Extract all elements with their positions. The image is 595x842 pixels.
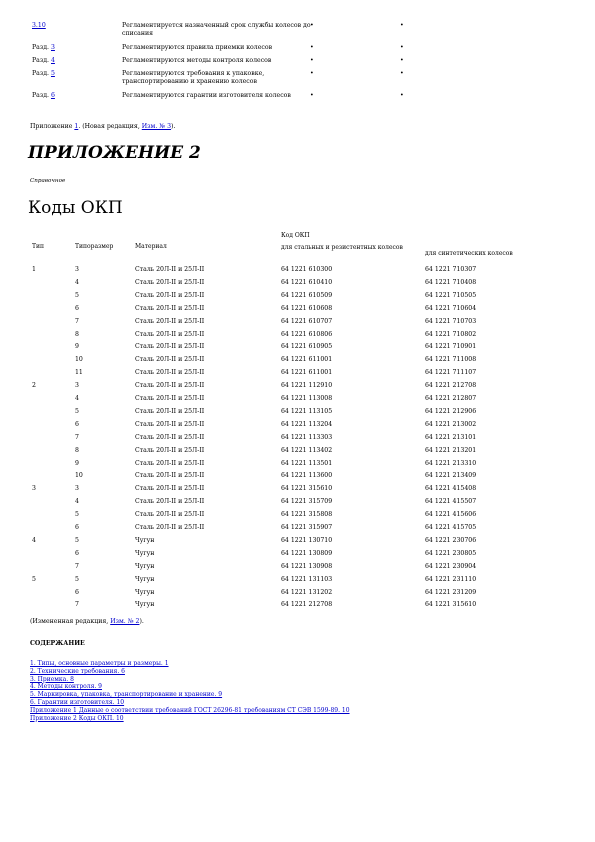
cell-size: 10: [75, 356, 83, 364]
cell-material: Чугун: [135, 601, 155, 609]
cell-size: 11: [75, 369, 83, 377]
cell-code-synthetic: 64 1221 710604: [425, 304, 477, 312]
cell-material: Сталь 20Л-II и 25Л-II: [135, 356, 205, 364]
amendment-note-2: (Измененная редакция, Изм. № 2).: [30, 618, 144, 625]
cell-code-synthetic: 64 1221 230805: [425, 549, 477, 557]
cell-code-steel: 64 1221 113303: [281, 433, 333, 441]
cell-material: Сталь 20Л-II и 25Л-II: [135, 266, 205, 273]
table-row: [0, 563, 595, 576]
bullet: •: [400, 57, 404, 64]
cell-material: Чугун: [135, 588, 155, 596]
table-row: [0, 447, 595, 460]
cell-code-steel: 64 1221 113008: [281, 395, 333, 402]
cell-code-synthetic: 64 1221 415507: [425, 498, 477, 506]
table-row: [0, 305, 595, 318]
cell-size: 5: [75, 407, 79, 415]
cell-code-synthetic: 64 1221 710307: [425, 266, 477, 273]
cell-code-synthetic: 64 1221 710802: [425, 330, 477, 338]
amendment-link[interactable]: Изм. № 2: [110, 618, 140, 625]
cell-code-steel: 64 1221 131103: [281, 575, 333, 583]
cell-size: 7: [75, 317, 79, 325]
table-row: [0, 524, 595, 537]
cell-material: Сталь 20Л-II и 25Л-II: [135, 524, 205, 531]
cell-material: Сталь 20Л-II и 25Л-II: [135, 317, 205, 325]
toc-item[interactable]: 1. Типы, основные параметры и размеры. 1: [30, 660, 169, 667]
table-row: [0, 318, 595, 331]
cell-code-steel: 64 1221 112910: [281, 382, 333, 390]
cell-code-synthetic: 64 1221 711107: [425, 369, 477, 377]
cell-code-steel: 64 1221 610806: [281, 330, 333, 338]
cell-code-synthetic: 64 1221 415705: [425, 524, 477, 531]
cell-size: 6: [75, 304, 79, 312]
bullet: •: [400, 92, 404, 99]
row-text: Регламентируется назначенный срок службы колесов до списания: [122, 22, 311, 37]
cell-code-steel: 64 1221 113501: [281, 459, 333, 467]
table-row: [0, 498, 595, 511]
col-header-k2: для синтетических колесов: [425, 250, 513, 257]
cell-size: 7: [75, 433, 79, 441]
codes-heading: Коды ОКП: [28, 198, 123, 218]
cell-code-synthetic: 64 1221 212708: [425, 382, 477, 390]
cell-code-synthetic: 64 1221 711008: [425, 356, 477, 364]
toc-item[interactable]: 5. Маркировка, упаковка, транспортирование и хранение. 9: [30, 691, 223, 699]
cell-size: 3: [75, 485, 79, 493]
toc-item[interactable]: 3. Приемка. 8: [30, 675, 74, 683]
cell-size: 9: [75, 459, 79, 467]
cell-size: 10: [75, 472, 83, 480]
cell-code-synthetic: 64 1221 710408: [425, 278, 477, 286]
table-row: [0, 589, 595, 602]
table-row: [0, 356, 595, 369]
cell-size: 6: [75, 588, 79, 596]
cell-size: 8: [75, 330, 79, 338]
table-row: [0, 511, 595, 524]
row-text: Регламентируются правила приемки колесов: [122, 44, 273, 51]
cell-code-steel: 64 1221 113600: [281, 472, 333, 480]
section-link[interactable]: 3: [50, 44, 55, 51]
cell-material: Сталь 20Л-II и 25Л-II: [135, 446, 205, 454]
cell-material: Сталь 20Л-II и 25Л-II: [135, 459, 205, 467]
cell-size: 5: [75, 536, 79, 544]
cell-size: 4: [75, 278, 79, 286]
table-row: [0, 421, 595, 434]
bullet: •: [310, 44, 314, 51]
cell-material: Сталь 20Л-II и 25Л-II: [135, 382, 205, 390]
cell-material: Сталь 20Л-II и 25Л-II: [135, 433, 205, 441]
cell-material: Сталь 20Л-II и 25Л-II: [135, 291, 205, 299]
table-row: [0, 292, 595, 305]
table-row: [0, 434, 595, 447]
cell-code-synthetic: 64 1221 710703: [425, 317, 477, 325]
cell-code-synthetic: 64 1221 213409: [425, 472, 477, 480]
cell-code-synthetic: 64 1221 213201: [425, 446, 477, 454]
section-link[interactable]: 3.10: [32, 22, 46, 29]
table-row: [0, 382, 595, 395]
appendix-reference: Справочное: [30, 178, 66, 184]
cell-code-steel: 64 1221 113402: [281, 446, 333, 454]
cell-size: 3: [75, 382, 79, 390]
cell-code-synthetic: 64 1221 212906: [425, 407, 477, 415]
section-prefix: Разд.: [32, 70, 51, 77]
cell-code-synthetic: 64 1221 213002: [425, 420, 477, 428]
cell-code-steel: 64 1221 113105: [281, 407, 333, 415]
cell-size: 6: [75, 524, 79, 531]
section-prefix: Разд.: [32, 44, 51, 51]
cell-material: Сталь 20Л-II и 25Л-II: [135, 485, 205, 493]
cell-code-synthetic: 64 1221 230904: [425, 562, 477, 570]
bullet: •: [310, 70, 314, 77]
amendment-note: Приложение 1. (Новая редакция, Изм. № 3).: [30, 123, 176, 130]
cell-code-steel: 64 1221 610509: [281, 291, 333, 299]
cell-code-synthetic: 64 1221 212807: [425, 395, 477, 402]
col-header-size: Типоразмер: [75, 243, 114, 250]
row-text: Регламентируются гарантии изготовителя колесов: [122, 92, 291, 99]
table-row: [0, 408, 595, 421]
cell-material: Сталь 20Л-II и 25Л-II: [135, 343, 205, 351]
cell-code-steel: 64 1221 610300: [281, 266, 333, 273]
cell-size: 8: [75, 446, 79, 454]
cell-code-synthetic: 64 1221 415408: [425, 485, 477, 493]
section-link[interactable]: 5: [50, 70, 55, 77]
cell-code-synthetic: 64 1221 231110: [425, 575, 477, 583]
cell-size: 6: [75, 420, 79, 428]
section-prefix: Разд.: [32, 92, 51, 99]
section-link[interactable]: 6: [50, 92, 55, 99]
cell-size: 7: [75, 562, 79, 570]
appendix-heading: ПРИЛОЖЕНИЕ 2: [28, 143, 201, 163]
table-row: [0, 485, 595, 498]
toc-item[interactable]: 6. Гарантии изготовителя. 10: [30, 698, 125, 706]
cell-size: 6: [75, 549, 79, 557]
cell-code-steel: 64 1221 315808: [281, 511, 333, 519]
cell-material: Сталь 20Л-II и 25Л-II: [135, 511, 205, 519]
row-text: Регламентируются методы контроля колесов: [122, 57, 272, 64]
cell-type: 4: [32, 536, 36, 544]
toc-item[interactable]: Приложение 2 Коды ОКП. 10: [30, 714, 124, 722]
table-row: [0, 472, 595, 485]
cell-type: 3: [32, 485, 36, 493]
cell-code-steel: 64 1221 611001: [281, 356, 333, 364]
cell-code-steel: 64 1221 315709: [281, 498, 333, 506]
cell-type: 1: [32, 266, 36, 273]
col-header-k1: для стальных и резистентных колесов: [281, 244, 403, 251]
cell-type: 5: [32, 575, 36, 583]
cell-size: 9: [75, 343, 79, 351]
cell-code-synthetic: 64 1221 415606: [425, 511, 477, 519]
table-row: [0, 395, 595, 408]
bullet: •: [310, 92, 314, 99]
cell-code-steel: 64 1221 610608: [281, 304, 333, 312]
cell-material: Сталь 20Л-II и 25Л-II: [135, 395, 205, 402]
cell-code-steel: 64 1221 610707: [281, 317, 333, 325]
cell-type: 2: [32, 382, 36, 390]
cell-code-synthetic: 64 1221 213101: [425, 433, 477, 441]
cell-size: 5: [75, 291, 79, 299]
cell-code-synthetic: 64 1221 231209: [425, 588, 477, 596]
amendment-link[interactable]: Изм. № 3: [141, 123, 172, 130]
appendix-link[interactable]: 1: [74, 123, 79, 130]
cell-size: 5: [75, 511, 79, 519]
col-header-okp: Код ОКП: [281, 232, 310, 239]
table-row: [0, 550, 595, 563]
cell-material: Сталь 20Л-II и 25Л-II: [135, 420, 205, 428]
toc-title: СОДЕРЖАНИЕ: [30, 640, 85, 647]
cell-code-synthetic: 64 1221 710901: [425, 343, 477, 351]
cell-code-steel: 64 1221 610905: [281, 343, 333, 351]
cell-material: Сталь 20Л-II и 25Л-II: [135, 304, 205, 312]
bullet: •: [400, 22, 404, 29]
cell-code-synthetic: 64 1221 315610: [425, 601, 477, 609]
cell-code-synthetic: 64 1221 230706: [425, 536, 477, 544]
table-row: [0, 369, 595, 382]
cell-size: 5: [75, 575, 79, 583]
cell-code-steel: 64 1221 130809: [281, 549, 333, 557]
cell-material: Чугун: [135, 575, 155, 583]
cell-size: 3: [75, 266, 79, 273]
toc-item[interactable]: 4. Методы контроля. 9: [30, 683, 102, 691]
bullet: •: [400, 70, 404, 77]
section-prefix: Разд.: [32, 57, 51, 64]
table-row: [0, 279, 595, 292]
cell-material: Сталь 20Л-II и 25Л-II: [135, 369, 205, 377]
cell-code-steel: 64 1221 130710: [281, 536, 333, 544]
bullet: •: [310, 22, 314, 29]
table-row: [0, 601, 595, 614]
table-row: [0, 343, 595, 356]
cell-code-steel: 64 1221 610410: [281, 278, 333, 286]
section-link[interactable]: 4: [50, 57, 55, 64]
table-row: [0, 460, 595, 473]
cell-code-steel: 64 1221 130908: [281, 562, 333, 570]
col-header-material: Материал: [135, 243, 167, 250]
cell-material: Чугун: [135, 536, 155, 544]
cell-material: Чугун: [135, 562, 155, 570]
cell-code-steel: 64 1221 315907: [281, 524, 333, 531]
cell-code-synthetic: 64 1221 710505: [425, 291, 477, 299]
cell-material: Чугун: [135, 549, 155, 557]
cell-material: Сталь 20Л-II и 25Л-II: [135, 278, 205, 286]
bullet: •: [400, 44, 404, 51]
col-header-type: Тип: [32, 243, 44, 250]
bullet: •: [310, 57, 314, 64]
table-row: [0, 576, 595, 589]
cell-material: Сталь 20Л-II и 25Л-II: [135, 407, 205, 415]
cell-code-steel: 64 1221 611001: [281, 369, 333, 377]
cell-code-steel: 64 1221 315610: [281, 485, 333, 493]
cell-code-steel: 64 1221 212708: [281, 601, 333, 609]
cell-material: Сталь 20Л-II и 25Л-II: [135, 472, 205, 480]
cell-size: 7: [75, 601, 79, 609]
table-of-contents: [30, 660, 350, 722]
cell-code-steel: 64 1221 131202: [281, 588, 333, 596]
cell-code-synthetic: 64 1221 213310: [425, 459, 477, 467]
toc-item[interactable]: 2. Технические требования. 6: [30, 667, 125, 675]
table-row: [0, 331, 595, 344]
row-text: Регламентируются требования к упаковке, транспортированию и хранению колесов: [122, 70, 265, 85]
cell-material: Сталь 20Л-II и 25Л-II: [135, 498, 205, 506]
table-row: [0, 266, 595, 279]
cell-material: Сталь 20Л-II и 25Л-II: [135, 330, 205, 338]
table-row: [0, 537, 595, 550]
cell-size: 4: [75, 498, 79, 506]
cell-size: 4: [75, 395, 79, 402]
toc-item[interactable]: Приложение 1 Данные о соответствии требований ГОСТ 26296-81 требованиям СТ СЭВ 1599-89. 10: [30, 706, 350, 714]
cell-code-steel: 64 1221 113204: [281, 420, 333, 428]
